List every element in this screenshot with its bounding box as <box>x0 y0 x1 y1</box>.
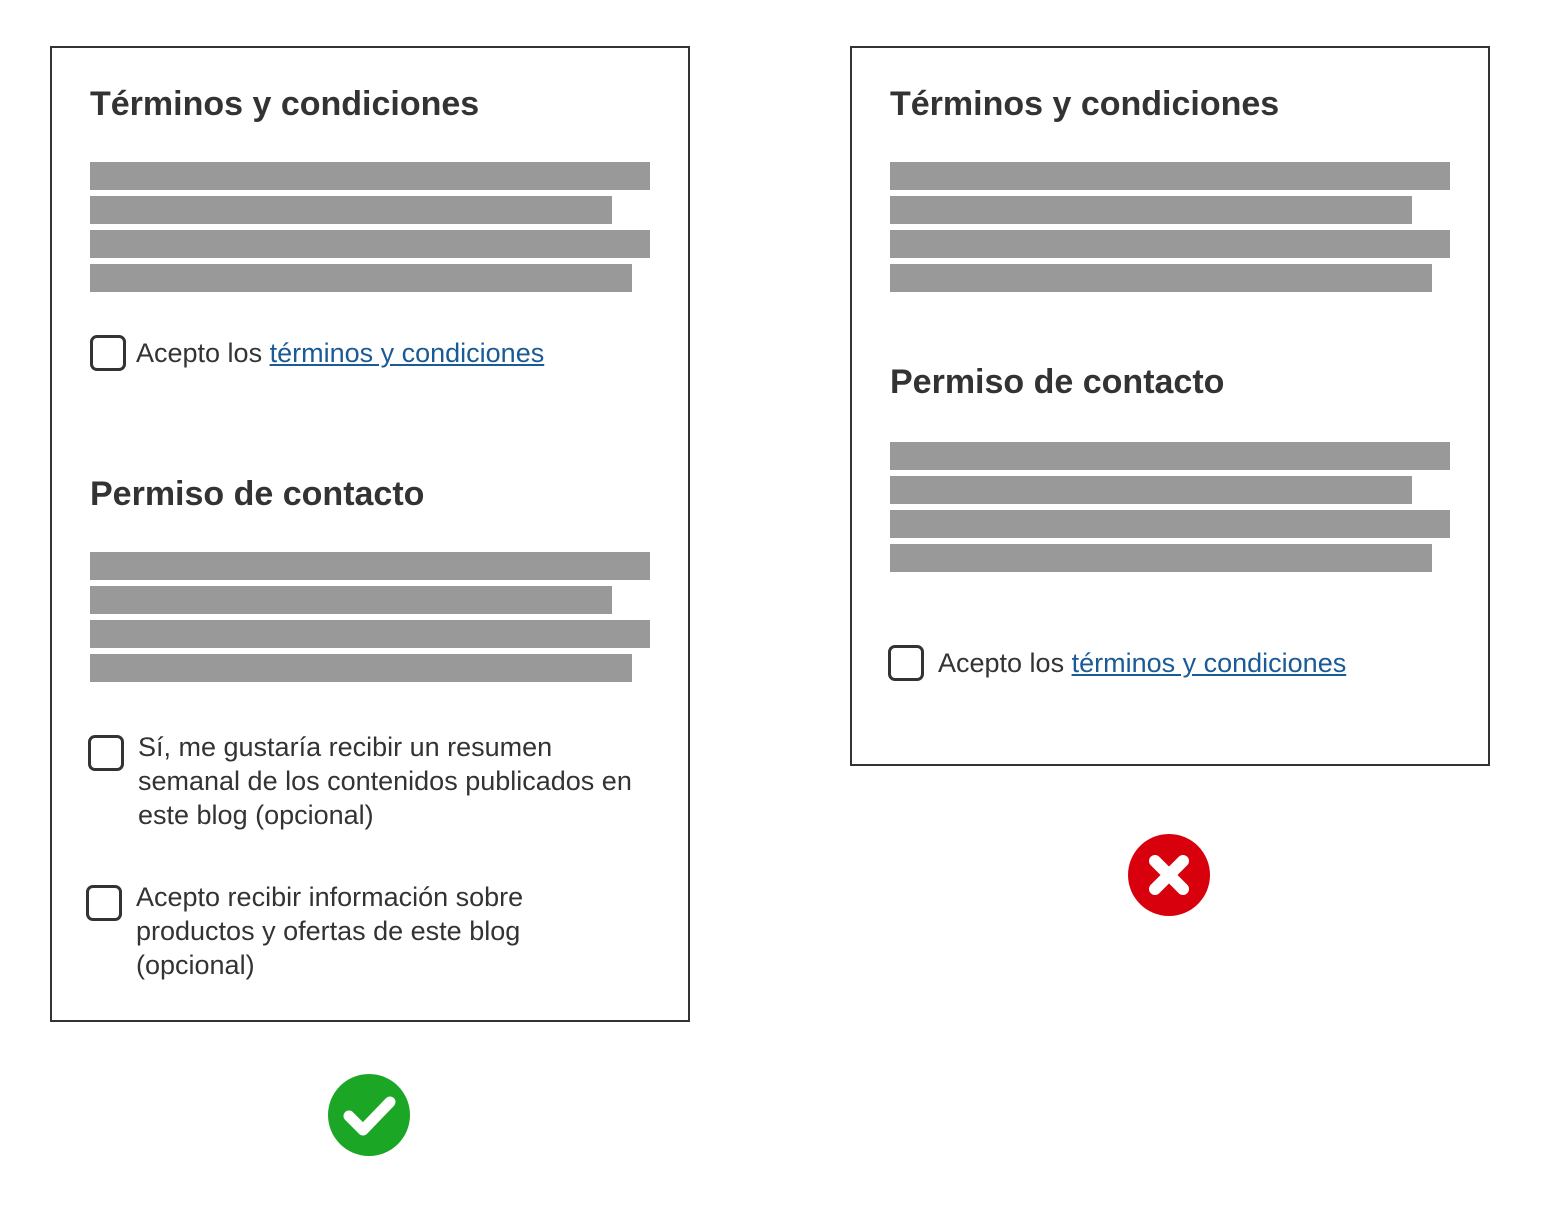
terms-checkbox-label <box>938 646 1346 680</box>
label-line: Acepto recibir información sobre <box>136 882 524 912</box>
terms-label-prefix: Acepto los <box>136 338 270 368</box>
label-line: semanal de los contenidos publicados en <box>138 766 632 796</box>
label-line: este blog (opcional) <box>138 800 374 830</box>
bad-example-form <box>850 46 1490 766</box>
terms-checkbox[interactable] <box>90 335 126 371</box>
terms-label-prefix: Acepto los <box>938 648 1072 678</box>
text-line-placeholder <box>90 586 612 614</box>
text-line-placeholder <box>90 162 650 190</box>
newsletter-checkbox[interactable] <box>88 735 124 771</box>
offers-checkbox-label <box>136 880 523 982</box>
terms-heading: Términos y condiciones <box>890 85 1280 123</box>
terms-heading: Términos y condiciones <box>90 85 480 123</box>
text-line-placeholder <box>890 162 1450 190</box>
red-x-icon <box>1128 834 1210 916</box>
text-line-placeholder <box>890 544 1432 572</box>
label-line: productos y ofertas de este blog <box>136 916 521 946</box>
text-line-placeholder <box>90 654 632 682</box>
text-line-placeholder <box>890 510 1450 538</box>
text-line-placeholder <box>890 476 1412 504</box>
text-line-placeholder <box>890 230 1450 258</box>
label-line: Sí, me gustaría recibir un resumen <box>138 732 553 762</box>
text-line-placeholder <box>90 620 650 648</box>
label-line: (opcional) <box>136 950 255 980</box>
text-line-placeholder <box>890 442 1450 470</box>
green-checkmark-icon <box>328 1074 410 1156</box>
text-line-placeholder <box>90 196 612 224</box>
text-line-placeholder <box>90 230 650 258</box>
text-line-placeholder <box>890 264 1432 292</box>
newsletter-checkbox-label <box>138 730 632 832</box>
contact-permission-heading: Permiso de contacto <box>90 475 425 513</box>
terms-link[interactable]: términos y condiciones <box>1071 648 1347 678</box>
terms-checkbox-label <box>136 336 544 370</box>
contact-permission-heading: Permiso de contacto <box>890 363 1225 401</box>
offers-checkbox[interactable] <box>86 885 122 921</box>
terms-link[interactable]: términos y condiciones <box>269 338 545 368</box>
good-example-form <box>50 46 690 1022</box>
text-line-placeholder <box>90 264 632 292</box>
text-line-placeholder <box>90 552 650 580</box>
text-line-placeholder <box>890 196 1412 224</box>
terms-checkbox[interactable] <box>888 645 924 681</box>
